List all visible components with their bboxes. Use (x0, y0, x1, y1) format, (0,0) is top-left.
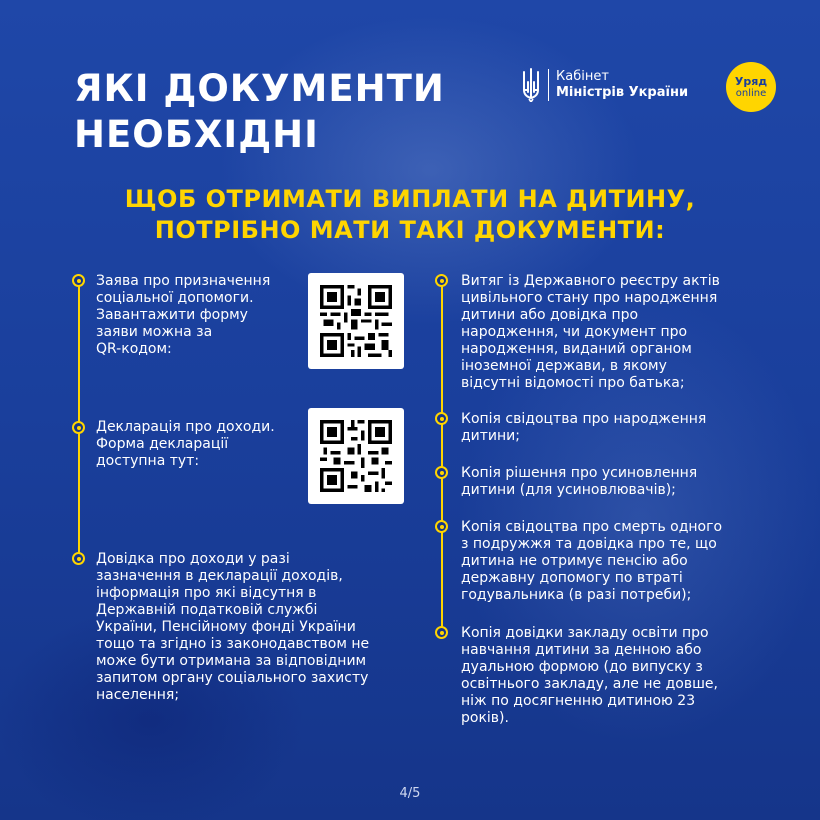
title-line-2: НЕОБХІДНІ (74, 113, 319, 156)
right-item-3: Копія рішення про усиновлення дитини (для усиновлювачів); (461, 465, 698, 498)
bullet-icon (72, 421, 85, 434)
logo-line-2: Міністрів України (556, 85, 689, 100)
uryad-online-badge (726, 62, 776, 112)
bullet-icon (435, 626, 448, 639)
logo-text (556, 69, 688, 101)
right-timeline-line (441, 282, 443, 632)
left-item-3: Довідка про доходи у разі зазначення в декларації доходів, інформація про які відсутня в Державній податковій службі України, Пенсійному фонді України тощо та згідно із законодавством не може бути отримана за відповідним запитом органу соціального захисту населення; (96, 551, 370, 703)
bullet-icon (72, 274, 85, 287)
right-item-5: Копія довідки закладу освіти про навчання дитини за денною або дуальною формою (до випуску з освітнього закладу, але не довше, ніж по досягненню дитиною 23 років). (461, 625, 718, 726)
subtitle (0, 184, 820, 246)
bullet-icon (72, 552, 85, 565)
page-title (74, 66, 445, 158)
right-item-1: Витяг із Державного реєстру актів цивільного стану про народження дитини або довідка про народження, чи документ про народження, виданий органом іноземної держави, в якому відсутні відомості про батька; (461, 273, 720, 391)
badge-line-1: Уряд (734, 74, 768, 88)
trident-icon (520, 68, 542, 102)
logo-divider (548, 69, 549, 101)
bullet-icon (435, 274, 448, 287)
left-item-1: Заява про призначення соціальної допомоги. Завантажити форму заяви можна за QR-кодом: (96, 273, 271, 357)
subtitle-line-1: ЩОБ ОТРИМАТИ ВИПЛАТИ НА ДИТИНУ, (124, 185, 696, 213)
qr-code-declaration[interactable] (308, 408, 404, 504)
qr-code-icon (320, 285, 392, 357)
badge-line-2: online (735, 87, 767, 99)
right-item-4: Копія свідоцтва про смерть одного з подружжя та довідка про те, що дитина не отримує пенсію або державну допомогу по втраті годувальника (в разі потреби); (461, 519, 723, 603)
qr-code-icon (320, 420, 392, 492)
title-line-1: ЯКІ ДОКУМЕНТИ (74, 67, 445, 110)
subtitle-line-2: ПОТРІБНО МАТИ ТАКІ ДОКУМЕНТИ: (154, 216, 666, 244)
right-item-2: Копія свідоцтва про народження дитини; (461, 411, 707, 444)
bullet-icon (435, 412, 448, 425)
logo-line-1: Кабінет (556, 69, 609, 84)
left-item-2: Декларація про доходи. Форма декларації доступна тут: (96, 419, 275, 469)
page-number: 4/5 (399, 786, 421, 801)
cabinet-logo (520, 68, 688, 102)
bullet-icon (435, 466, 448, 479)
bullet-icon (435, 520, 448, 533)
qr-code-application[interactable] (308, 273, 404, 369)
